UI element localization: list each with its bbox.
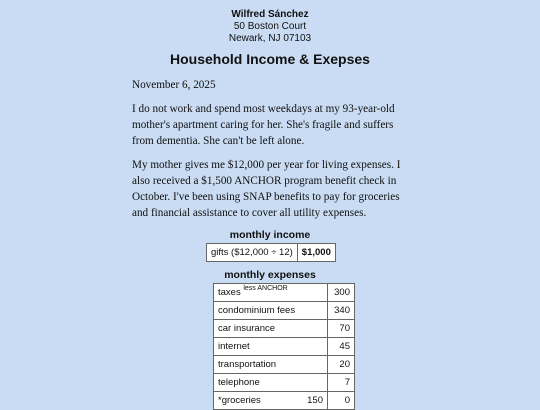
expense-label: telephone — [214, 374, 328, 392]
expense-label-text: *groceries — [218, 395, 261, 406]
expense-value: 45 — [328, 338, 355, 356]
income-label: gifts ($12,000 ÷ 12) — [207, 244, 298, 262]
groceries-snap-amount: 150 — [307, 395, 323, 406]
sender-street: 50 Boston Court — [233, 21, 307, 32]
table-row — [214, 284, 355, 302]
expense-value: 7 — [328, 374, 355, 392]
expense-value: 340 — [328, 302, 355, 320]
expense-label: transportation — [214, 356, 328, 374]
expense-label-text: taxes — [218, 287, 241, 298]
document-title: Household Income & Exepses — [170, 51, 370, 67]
table-row — [214, 356, 355, 374]
expense-label — [214, 284, 328, 302]
expense-note: less ANCHOR — [243, 285, 288, 292]
income-table — [206, 243, 336, 262]
expense-value: 20 — [328, 356, 355, 374]
table-row — [214, 302, 355, 320]
paragraph-caregiving: I do not work and spend most weekdays at my 93-year-old mother's apartment caring for her. She's fragile and suffers from dementia. She can't be left alone. — [132, 103, 395, 147]
paragraph-income: My mother gives me $12,000 per year for living expenses. I also received a $1,500 ANCHOR program benefit check in October. I've been using SNAP benefits to pay for groceries and financial assistance to cover all utility expenses. — [132, 159, 401, 219]
expenses-heading: monthly expenses — [224, 269, 316, 281]
expense-value: 300 — [328, 284, 355, 302]
letter-date: November 6, 2025 — [132, 79, 216, 91]
table-row — [214, 392, 355, 410]
table-row — [207, 244, 336, 262]
expense-label — [214, 392, 328, 410]
sender-name: Wilfred Sánchez — [231, 9, 309, 20]
sender-city: Newark, NJ 07103 — [228, 33, 312, 44]
expense-value: 0 — [328, 392, 355, 410]
table-row — [214, 320, 355, 338]
expense-label: internet — [214, 338, 328, 356]
expense-value: 70 — [328, 320, 355, 338]
income-heading: monthly income — [229, 229, 311, 241]
sender-address-block — [0, 9, 540, 45]
income-value: $1,000 — [297, 244, 335, 262]
expense-label: car insurance — [214, 320, 328, 338]
expenses-table — [213, 283, 355, 410]
expense-label: condominium fees — [214, 302, 328, 320]
table-row — [214, 338, 355, 356]
table-row — [214, 374, 355, 392]
